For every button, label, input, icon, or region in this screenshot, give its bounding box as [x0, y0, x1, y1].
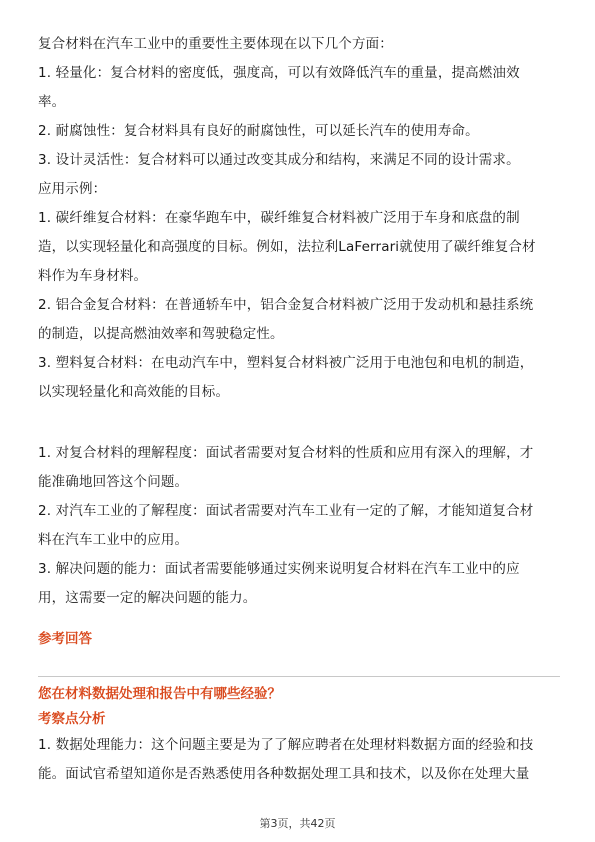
body-line: 以实现轻量化和高效能的目标。 — [38, 384, 230, 400]
body-line: 1. 碳纤维复合材料：在豪华跑车中，碳纤维复合材料被广泛用于车身和底盘的制 — [38, 210, 520, 226]
body-line: 率。 — [38, 94, 66, 110]
next-question-section — [38, 681, 560, 789]
body-line: 的制造，以提高燃油效率和驾驶稳定性。 — [38, 326, 284, 342]
assessment-line: 用，这需要一定的解决问题的能力。 — [38, 590, 257, 606]
reference-answer-heading: 参考回答 — [38, 631, 92, 647]
assessment-line: 2. 对汽车工业的了解程度：面试者需要对汽车工业有一定的了解，才能知道复合材 — [38, 503, 534, 519]
body-line: 1. 轻量化：复合材料的密度低，强度高，可以有效降低汽车的重量，提高燃油效 — [38, 65, 520, 81]
paragraph-gap — [38, 407, 560, 439]
answer-content — [38, 30, 560, 654]
body-line: 复合材料在汽车工业中的重要性主要体现在以下几个方面： — [38, 36, 393, 52]
analysis-line: 1. 数据处理能力：这个问题主要是为了了解应聘者在处理材料数据方面的经验和技 — [38, 737, 534, 753]
assessment-line: 能准确地回答这个问题。 — [38, 474, 189, 490]
body-line: 造，以实现轻量化和高强度的目标。例如，法拉利LaFerrari就使用了碳纤维复合材 — [38, 239, 536, 255]
question-title: 您在材料数据处理和报告中有哪些经验？ — [38, 686, 281, 702]
page-number: 第3页，共42页 — [259, 817, 336, 830]
body-line: 料作为车身材料。 — [38, 268, 148, 284]
body-line: 2. 铝合金复合材料：在普通轿车中，铝合金复合材料被广泛用于发动机和悬挂系统 — [38, 297, 534, 313]
section-divider — [38, 676, 560, 677]
body-line: 3. 设计灵活性：复合材料可以通过改变其成分和结构，来满足不同的设计需求。 — [38, 152, 520, 168]
assessment-line: 料在汽车工业中的应用。 — [38, 532, 189, 548]
analysis-subheading: 考察点分析 — [38, 711, 106, 727]
spacer — [38, 613, 560, 625]
body-line: 3. 塑料复合材料：在电动汽车中，塑料复合材料被广泛用于电池包和电机的制造， — [38, 355, 534, 371]
assessment-line: 3. 解决问题的能力：面试者需要能够通过实例来说明复合材料在汽车工业中的应 — [38, 561, 520, 577]
body-line: 2. 耐腐蚀性：复合材料具有良好的耐腐蚀性，可以延长汽车的使用寿命。 — [38, 123, 479, 139]
body-line: 应用示例： — [38, 181, 107, 197]
analysis-line: 能。面试官希望知道你是否熟悉使用各种数据处理工具和技术，以及你在处理大量 — [38, 766, 530, 782]
assessment-line: 1. 对复合材料的理解程度：面试者需要对复合材料的性质和应用有深入的理解，才 — [38, 445, 534, 461]
